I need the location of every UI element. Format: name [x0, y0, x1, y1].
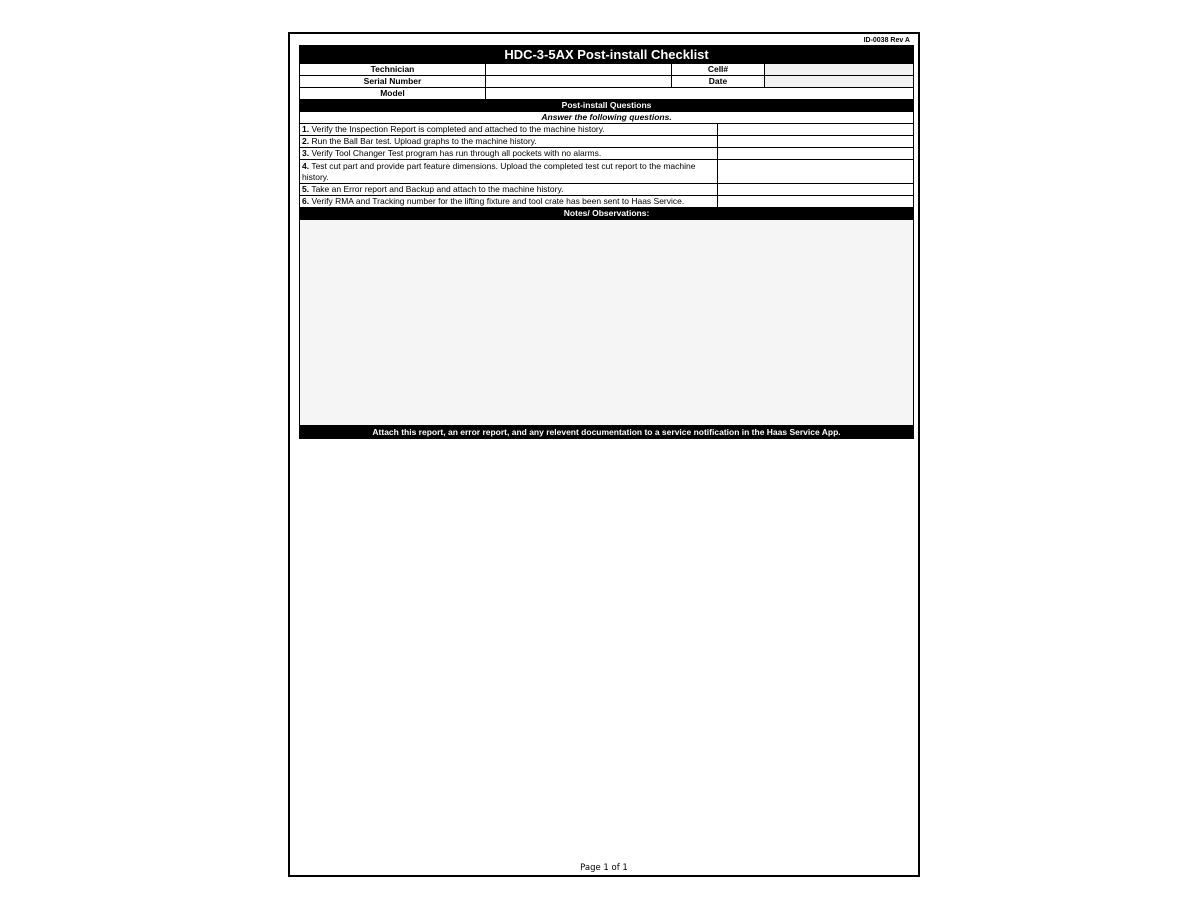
questions-heading: Post-install Questions [300, 100, 914, 112]
cell-label: Cell# [672, 64, 765, 76]
question-answer-field[interactable] [718, 184, 914, 196]
footer-instruction: Attach this report, an error report, and any relevent documentation to a service notification in the Haas Service App. [300, 426, 914, 439]
model-label: Model [300, 88, 486, 100]
footer-bar [300, 426, 914, 439]
notes-field[interactable] [300, 220, 914, 426]
questions-instruction: Answer the following questions. [300, 112, 914, 124]
question-label: Verify RMA and Tracking number for the lifting fixture and tool crate has been sent to Haas Service. [311, 196, 685, 206]
question-text [300, 184, 718, 196]
technician-label: Technician [300, 64, 486, 76]
serial-row [300, 76, 914, 88]
technician-row [300, 64, 914, 76]
serial-number-label: Serial Number [300, 76, 486, 88]
question-number: 5. [302, 184, 310, 194]
question-label: Verify Tool Changer Test program has run through all pockets with no alarms. [311, 148, 602, 158]
question-text [300, 196, 718, 208]
question-number: 6. [302, 196, 310, 206]
questions-heading-row [300, 100, 914, 112]
question-number: 1. [302, 124, 310, 134]
model-field[interactable] [486, 88, 914, 100]
cell-field[interactable] [765, 64, 914, 76]
notes-row [300, 220, 914, 426]
technician-field[interactable] [486, 64, 672, 76]
question-label: Test cut part and provide part feature dimensions. Upload the completed test cut report to the machine history. [302, 160, 696, 182]
question-label: Verify the Inspection Report is completed and attached to the machine history. [311, 124, 605, 134]
question-text [300, 136, 718, 148]
question-text [300, 160, 718, 184]
notes-heading: Notes/ Observations: [300, 208, 914, 220]
title-bar [300, 46, 914, 64]
question-row [300, 148, 914, 160]
document-id: ID-0038 Rev A [863, 37, 910, 44]
question-answer-field[interactable] [718, 136, 914, 148]
notes-heading-row [300, 208, 914, 220]
question-row [300, 124, 914, 136]
question-text [300, 124, 718, 136]
form-title: HDC-3-5AX Post-install Checklist [300, 46, 914, 64]
instruction-row [300, 112, 914, 124]
checklist-form [299, 45, 914, 439]
serial-number-field[interactable] [486, 76, 672, 88]
question-row [300, 196, 914, 208]
question-answer-field[interactable] [718, 196, 914, 208]
question-answer-field[interactable] [718, 148, 914, 160]
model-row [300, 88, 914, 100]
page-number: Page 1 of 1 [580, 863, 628, 873]
question-row [300, 160, 914, 184]
question-label: Take an Error report and Backup and attach to the machine history. [311, 184, 564, 194]
question-number: 3. [302, 148, 310, 158]
date-field[interactable] [765, 76, 914, 88]
question-row [300, 184, 914, 196]
question-text [300, 148, 718, 160]
question-label: Run the Ball Bar test. Upload graphs to the machine history. [311, 136, 537, 146]
question-number: 2. [302, 136, 310, 146]
question-answer-field[interactable] [718, 160, 914, 184]
question-number: 4. [302, 160, 310, 171]
question-answer-field[interactable] [718, 124, 914, 136]
question-row [300, 136, 914, 148]
document-page [288, 32, 920, 877]
date-label: Date [672, 76, 765, 88]
